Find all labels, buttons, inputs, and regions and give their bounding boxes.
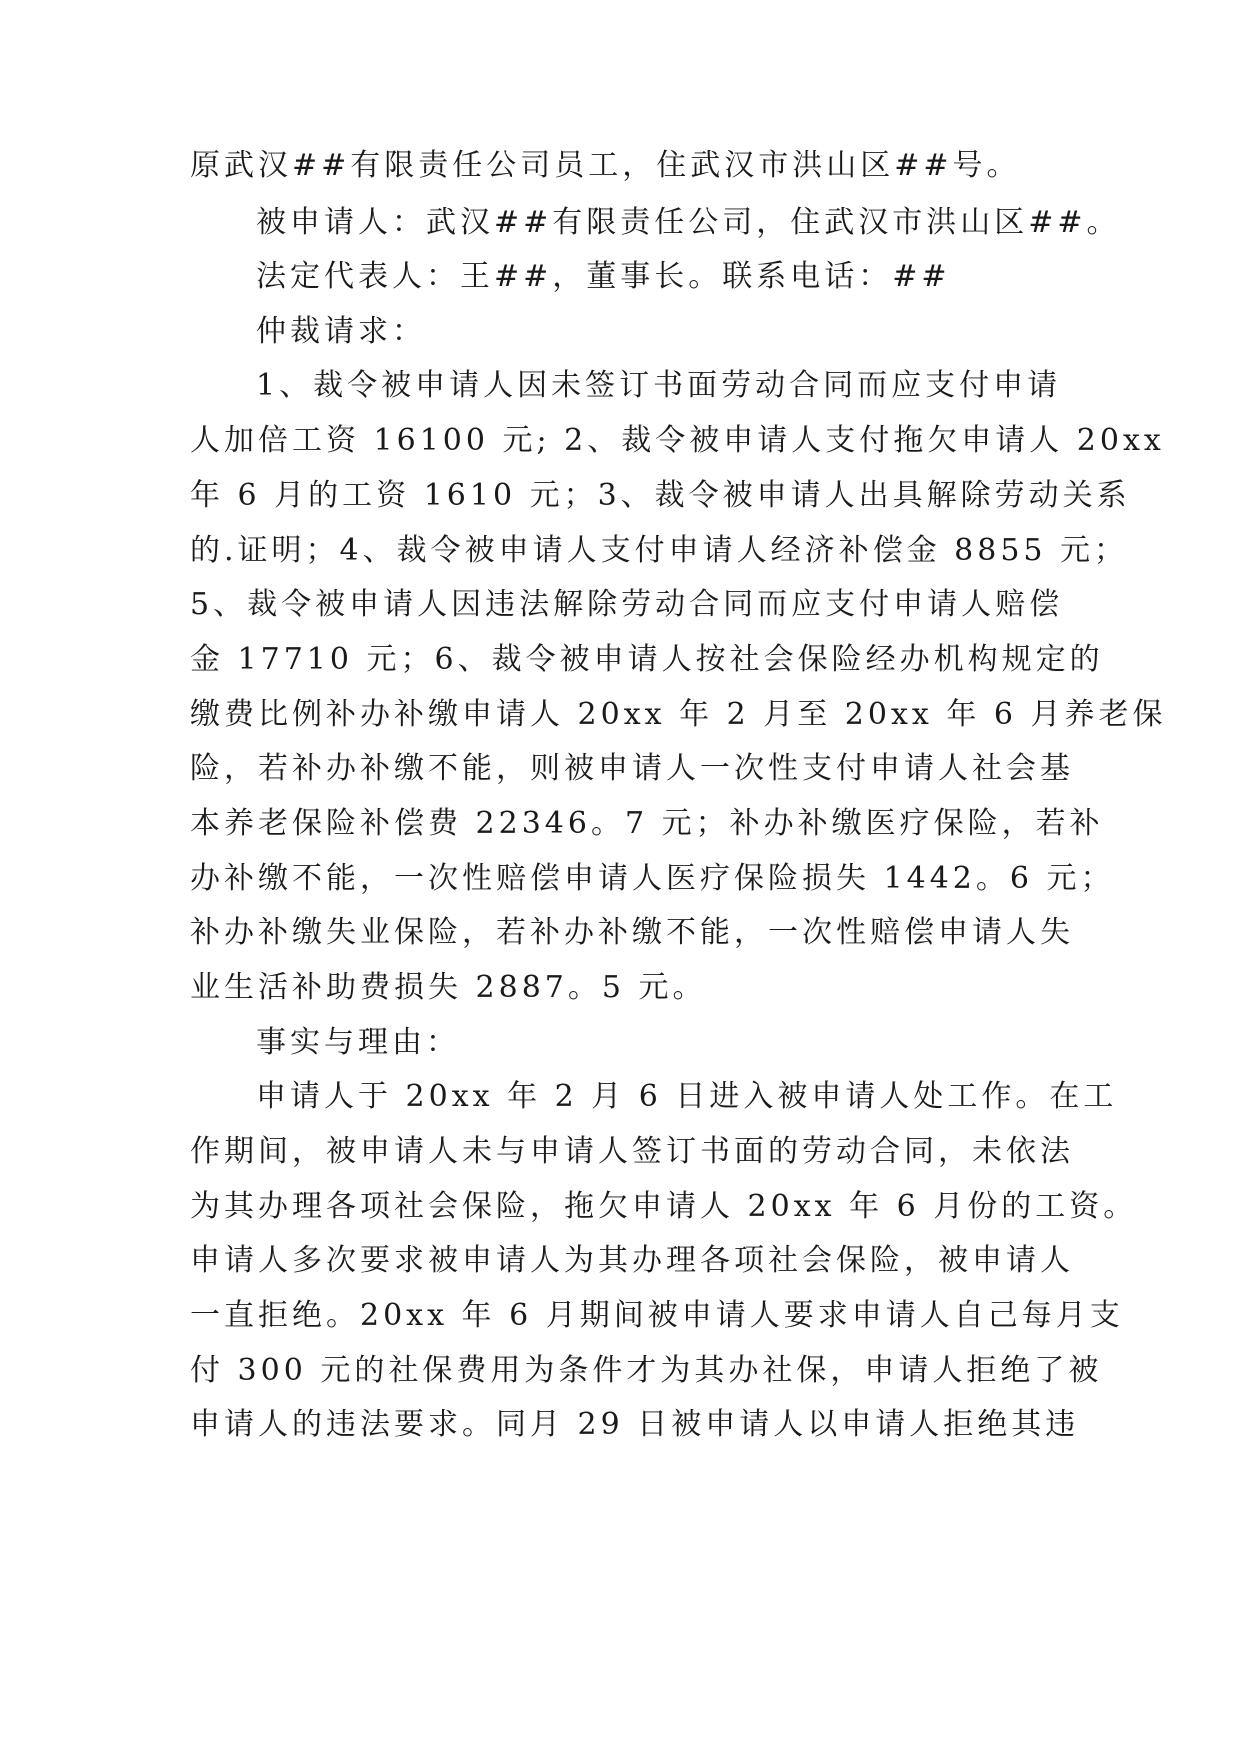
text-line: 被申请人：武汉##有限责任公司，住武汉市洪山区##。 [256,205,1121,240]
text-line: 金 17710 元；6、裁令被申请人按社会保险经办机构规定的 [190,642,1104,677]
text-line: 申请人的违法要求。同月 29 日被申请人以申请人拒绝其违 [190,1407,1080,1442]
text-line: 1、裁令被申请人因未签订书面劳动合同而应支付申请 [256,368,1062,403]
text-line: 原武汉##有限责任公司员工，住武汉市洪山区##号。 [190,148,1021,183]
text-line: 申请人于 20xx 年 2 月 6 日进入被申请人处工作。在工 [256,1079,1118,1114]
text-line: 补办补缴失业保险，若补办补缴不能，一次性赔偿申请人失 [190,915,1074,950]
text-line: 年 6 月的工资 1610 元；3、裁令被申请人出具解除劳动关系 [190,478,1131,513]
text-line: 付 300 元的社保费用为条件才为其办社保，申请人拒绝了被 [190,1353,1103,1388]
section-heading: 仲裁请求： [256,314,426,349]
text-line: 一直拒绝。20xx 年 6 月期间被申请人要求申请人自己每月支 [190,1298,1124,1333]
text-line: 为其办理各项社会保险，拖欠申请人 20xx 年 6 月份的工资。 [190,1189,1138,1224]
text-line: 5、裁令被申请人因违法解除劳动合同而应支付申请人赔偿 [190,587,1064,622]
text-line: 本养老保险补偿费 22346。7 元；补办补缴医疗保险，若补 [190,806,1104,841]
text-line: 法定代表人：王##，董事长。联系电话：## [256,259,951,294]
text-line: 的.证明；4、裁令被申请人支付申请人经济补偿金 8855 元； [190,533,1129,568]
text-line: 人加倍工资 16100 元; 2、裁令被申请人支付拖欠申请人 20xx [190,423,1165,458]
text-line: 业生活补助费损失 2887。5 元。 [190,970,707,1005]
text-line: 作期间，被申请人未与申请人签订书面的劳动合同，未依法 [190,1134,1074,1169]
text-line: 申请人多次要求被申请人为其办理各项社会保险，被申请人 [190,1243,1074,1278]
text-line: 办补缴不能，一次性赔偿申请人医疗保险损失 1442。6 元； [190,861,1115,896]
text-line: 险，若补办补缴不能，则被申请人一次性支付申请人社会基 [190,751,1074,786]
text-line: 缴费比例补办补缴申请人 20xx 年 2 月至 20xx 年 6 月养老保 [190,697,1167,732]
section-heading: 事实与理由： [256,1025,460,1060]
